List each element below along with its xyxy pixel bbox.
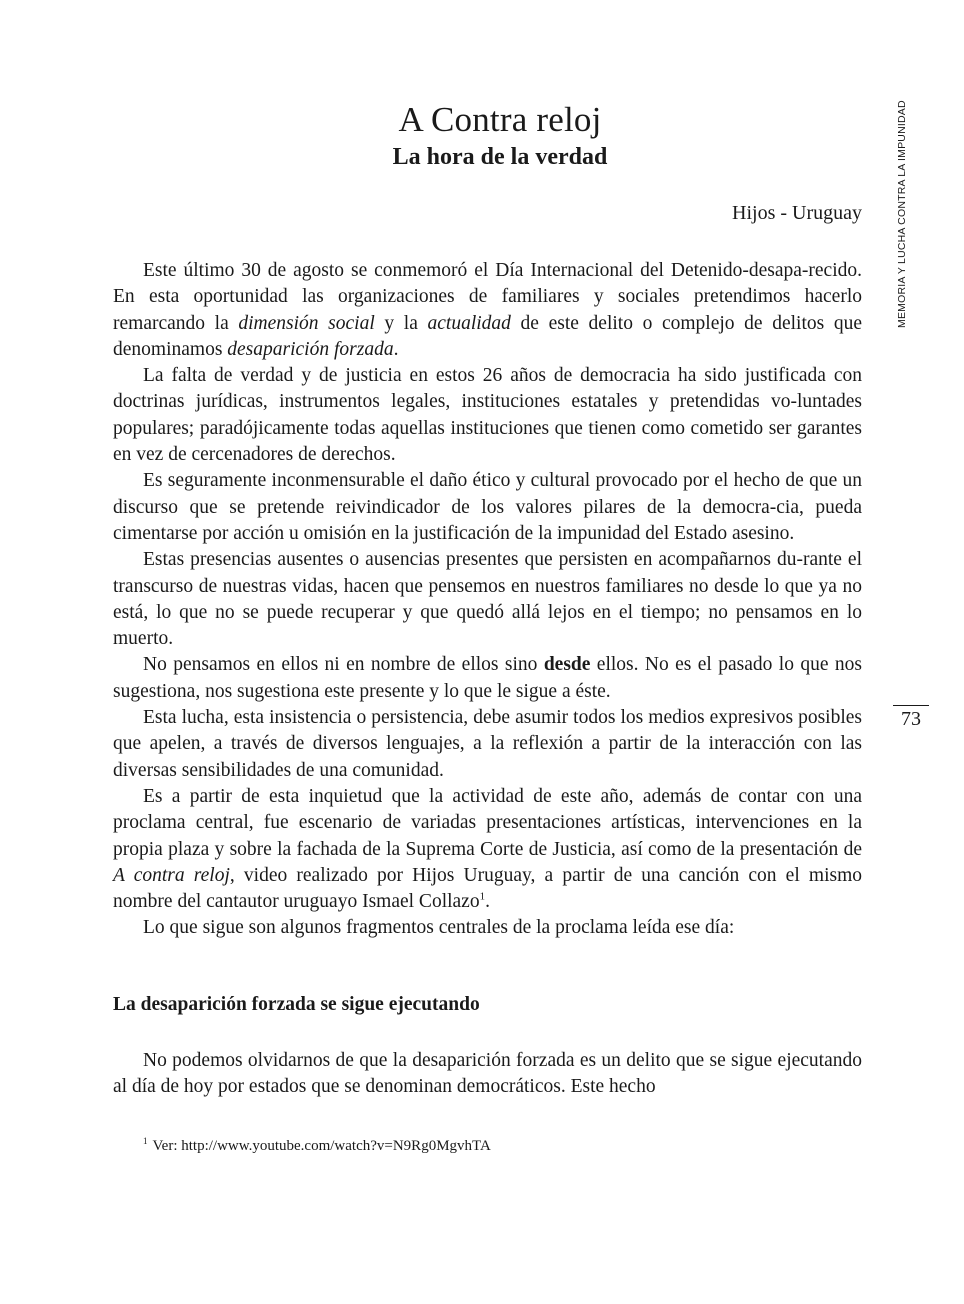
page-title: A Contra reloj <box>398 100 602 139</box>
emphasis-text: actualidad <box>427 312 511 334</box>
paragraph: No podemos olvidarnos de que la desaparición forzada es un delito que se sigue ejecutando al día de hoy por estados que se denominan democráticos. Este hecho <box>113 1050 862 1098</box>
text-run: . <box>485 891 490 913</box>
footnote <box>143 1138 491 1155</box>
text-run: No pensamos en ellos ni en nombre de ellos sino <box>143 654 544 676</box>
paragraph <box>113 258 862 363</box>
text-run: ellos. No es el pasado lo que nos sugestiona, nos sugestiona este presente y lo que le sigue a éste. <box>113 654 862 702</box>
text-run: . <box>393 338 399 360</box>
paragraph <box>113 363 862 468</box>
text-run: Es a partir de esta inquietud que la actividad de este año, además de contar con una proclama central, fue escenario de variadas presentaciones artísticas, intervenciones en la propia plaza y sobre la fachada de la Suprema Corte de Justicia, así como de la presentación de <box>113 785 862 860</box>
paragraph <box>113 784 862 915</box>
body-text <box>113 258 862 942</box>
text-run: Esta lucha, esta insistencia o persistencia, debe asumir todos los medios expresivos posibles que apelen, a través de diversos lenguajes, a la reflexión a partir de la interacción con las diversas sensibilidades de una comunidad. <box>113 707 862 781</box>
paragraph <box>113 705 862 784</box>
section-heading: La desaparición forzada se sigue ejecutando <box>113 994 480 1015</box>
emphasis-text: A contra reloj <box>113 864 230 886</box>
text-run: La falta de verdad y de justicia en estos 26 años de democracia ha sido justificada con doctrinas jurídicas, instrumentos legales, instituciones estatales y pretendidas vo-luntades populares; paradójicamente todas aquellas instituciones que tienen como cometido ser garantes en vez de cercenadores de derechos. <box>113 365 862 466</box>
text-run: Es seguramente inconmensurable el daño ético y cultural provocado por el hecho de que un discurso que se pretende reivindicador de los valores pilares de la democra-cia, pueda cimentarse por acción u omisión en la justificación de la impunidad del Estado asesino. <box>113 470 862 544</box>
text-run: y la <box>374 312 428 334</box>
paragraph <box>113 652 862 705</box>
bold-text: desde <box>543 654 591 676</box>
text-run: Estas presencias ausentes o ausencias presentes que persisten en acompañarnos du-rante el transcurso de nuestras vidas, hacen que pensemos en nuestros familiares no desde lo que ya no está, lo que no se puede recuperar y que quedó allá lejos en el tiempo; no pensamos en lo muerto. <box>113 549 862 650</box>
emphasis-text: dimensión social <box>238 312 375 334</box>
running-title: MEMORIA Y LUCHA CONTRA LA IMPUNIDAD <box>896 100 908 328</box>
section-body <box>113 1048 862 1101</box>
author-line: Hijos - Uruguay <box>732 202 862 224</box>
footnote-text: Ver: http://www.youtube.com/watch?v=N9Rg0MgvhTA <box>152 1138 491 1154</box>
page-number-rule <box>893 705 929 706</box>
paragraph <box>113 915 862 941</box>
footnote-marker: 1 <box>143 1136 148 1146</box>
text-run: Lo que sigue son algunos fragmentos centrales de la proclama leída ese día: <box>143 917 735 939</box>
page-number: 73 <box>901 708 921 730</box>
text-run: Este último 30 de agosto se conmemoró el Día Internacional del Detenido-desapa-recido. En esta oportunidad las organizaciones de familiares y sociales pretendimos hacerlo remarcando la <box>113 260 862 334</box>
footnote-reference: 1 <box>479 890 486 903</box>
emphasis-text: desaparición forzada <box>227 338 394 360</box>
text-run: , video realizado por Hijos Uruguay, a partir de una canción con el mismo nombre del cantautor uruguayo Ismael Collazo <box>113 864 862 913</box>
page-subtitle: La hora de la verdad <box>392 144 608 170</box>
paragraph <box>113 547 862 652</box>
text-run: de este delito o complejo de delitos que denominamos <box>113 312 863 360</box>
paragraph <box>113 468 862 547</box>
